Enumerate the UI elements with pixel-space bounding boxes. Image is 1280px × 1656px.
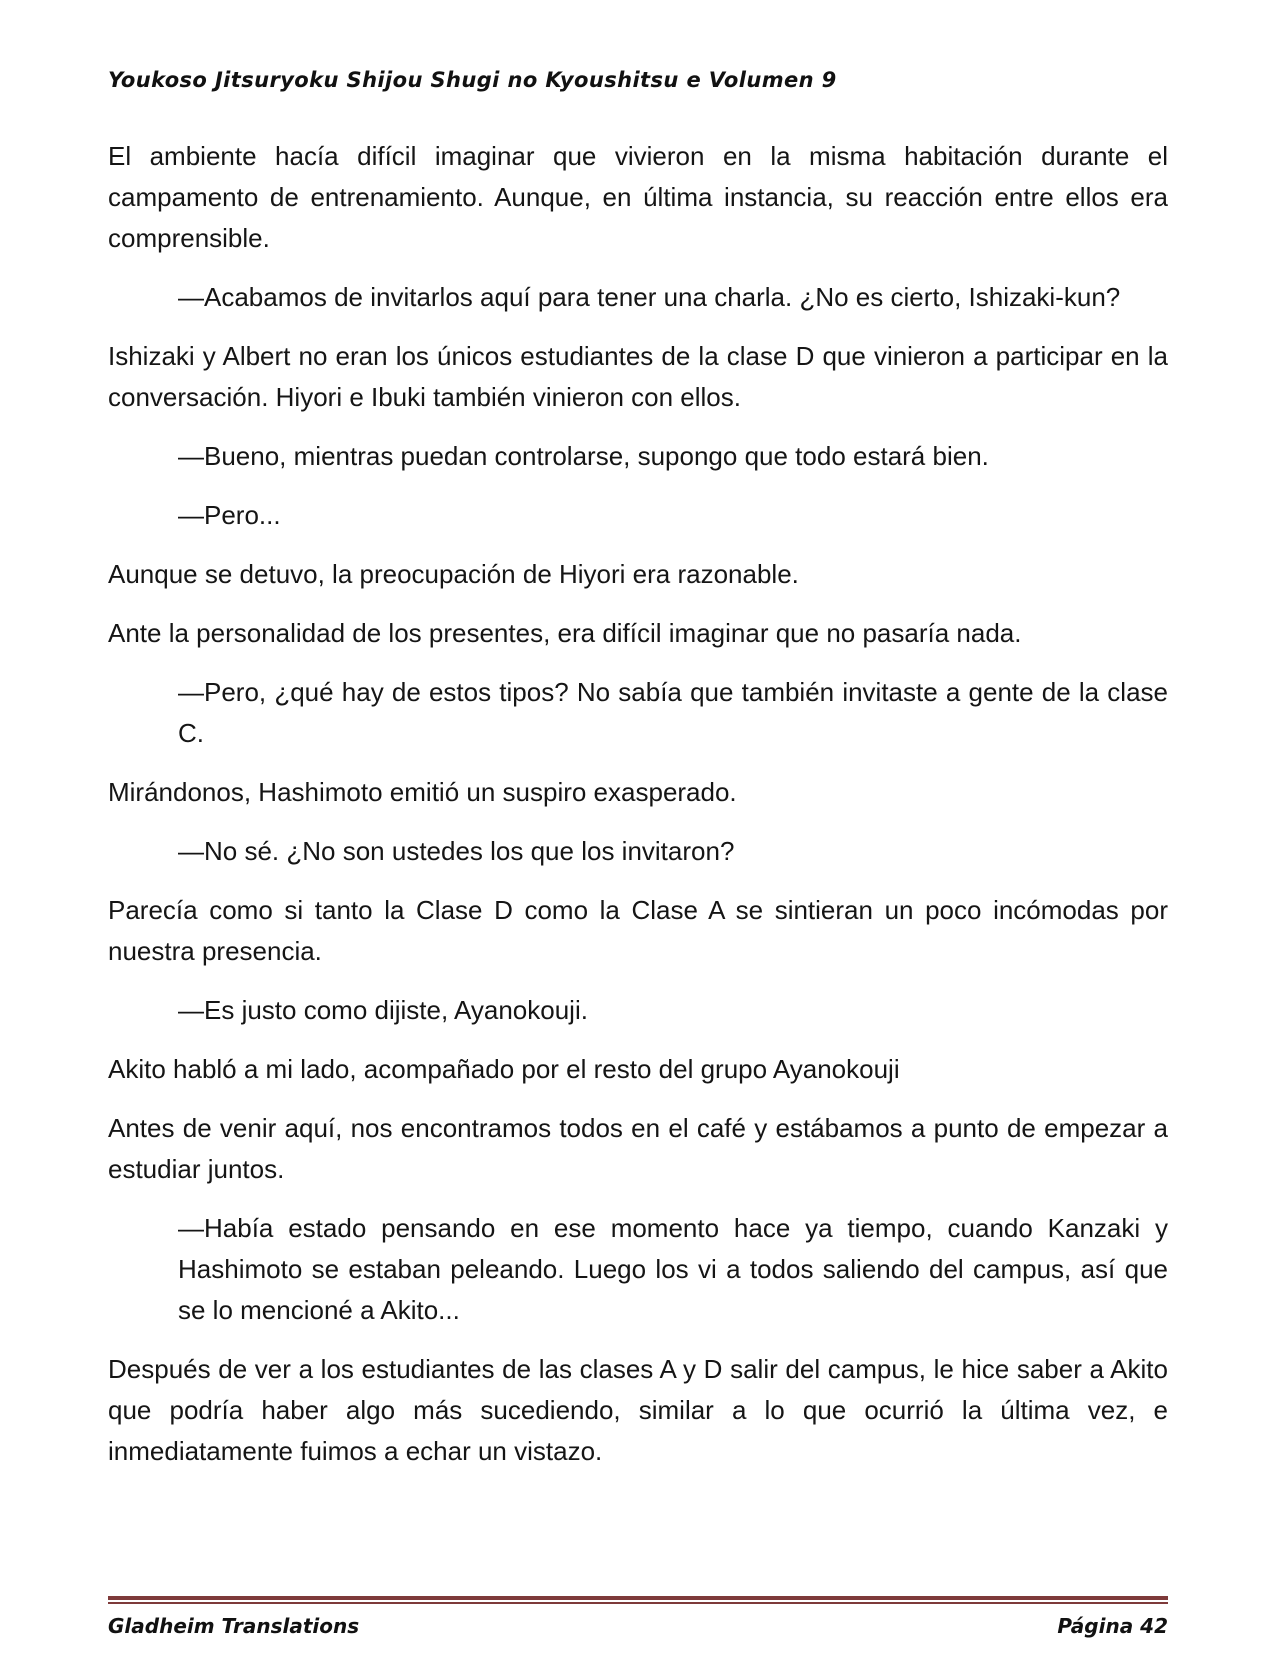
paragraph: Antes de venir aquí, nos encontramos todos en el café y estábamos a punto de empezar a estudiar juntos. xyxy=(108,1113,1168,1184)
divider-thin-line xyxy=(108,1602,1168,1604)
paragraph: Aunque se detuvo, la preocupación de Hiyori era razonable. xyxy=(108,559,799,589)
dialogue-paragraph: —Pero... xyxy=(178,500,281,530)
footer-divider xyxy=(108,1596,1168,1604)
dialogue-paragraph: —No sé. ¿No son ustedes los que los invitaron? xyxy=(178,836,735,866)
paragraph: Ante la personalidad de los presentes, era difícil imaginar que no pasaría nada. xyxy=(108,618,1022,648)
page-body xyxy=(108,136,1168,1472)
paragraph: Akito habló a mi lado, acompañado por el resto del grupo Ayanokouji xyxy=(108,1054,900,1084)
dialogue-paragraph: —Bueno, mientras puedan controlarse, supongo que todo estará bien. xyxy=(178,441,989,471)
footer-row xyxy=(108,1614,1168,1638)
footer-page-number: Página 42 xyxy=(1057,1614,1168,1638)
dialogue-paragraph: —Es justo como dijiste, Ayanokouji. xyxy=(178,995,588,1025)
dialogue-paragraph: —Acabamos de invitarlos aquí para tener una charla. ¿No es cierto, Ishizaki-kun? xyxy=(178,282,1121,312)
paragraph: Mirándonos, Hashimoto emitió un suspiro exasperado. xyxy=(108,777,737,807)
paragraph: El ambiente hacía difícil imaginar que vivieron en la misma habitación durante el campamento de entrenamiento. Aunque, en última instancia, su reacción entre ellos era comprensible. xyxy=(108,141,1168,253)
paragraph: Ishizaki y Albert no eran los únicos estudiantes de la clase D que vinieron a participar en la conversación. Hiyori e Ibuki también vinieron con ellos. xyxy=(108,341,1168,412)
page-footer xyxy=(108,1596,1168,1638)
divider-thick-line xyxy=(108,1596,1168,1600)
footer-translator: Gladheim Translations xyxy=(108,1614,360,1638)
header-title: Youkoso Jitsuryoku Shijou Shugi no Kyoushitsu e Volumen 9 xyxy=(108,68,837,92)
text-content xyxy=(108,136,1168,1472)
dialogue-paragraph: —Pero, ¿qué hay de estos tipos? No sabía que también invitaste a gente de la clase C. xyxy=(178,677,1168,748)
dialogue-paragraph: —Había estado pensando en ese momento hace ya tiempo, cuando Kanzaki y Hashimoto se estaban peleando. Luego los vi a todos saliendo del campus, así que se lo mencioné a Akito... xyxy=(178,1213,1168,1325)
paragraph: Después de ver a los estudiantes de las clases A y D salir del campus, le hice saber a Akito que podría haber algo más sucediendo, similar a lo que ocurrió la última vez, e inmediatamente fuimos a echar un vistazo. xyxy=(108,1354,1168,1466)
paragraph: Parecía como si tanto la Clase D como la Clase A se sintieran un poco incómodas por nuestra presencia. xyxy=(108,895,1168,966)
page-header xyxy=(108,68,1168,92)
